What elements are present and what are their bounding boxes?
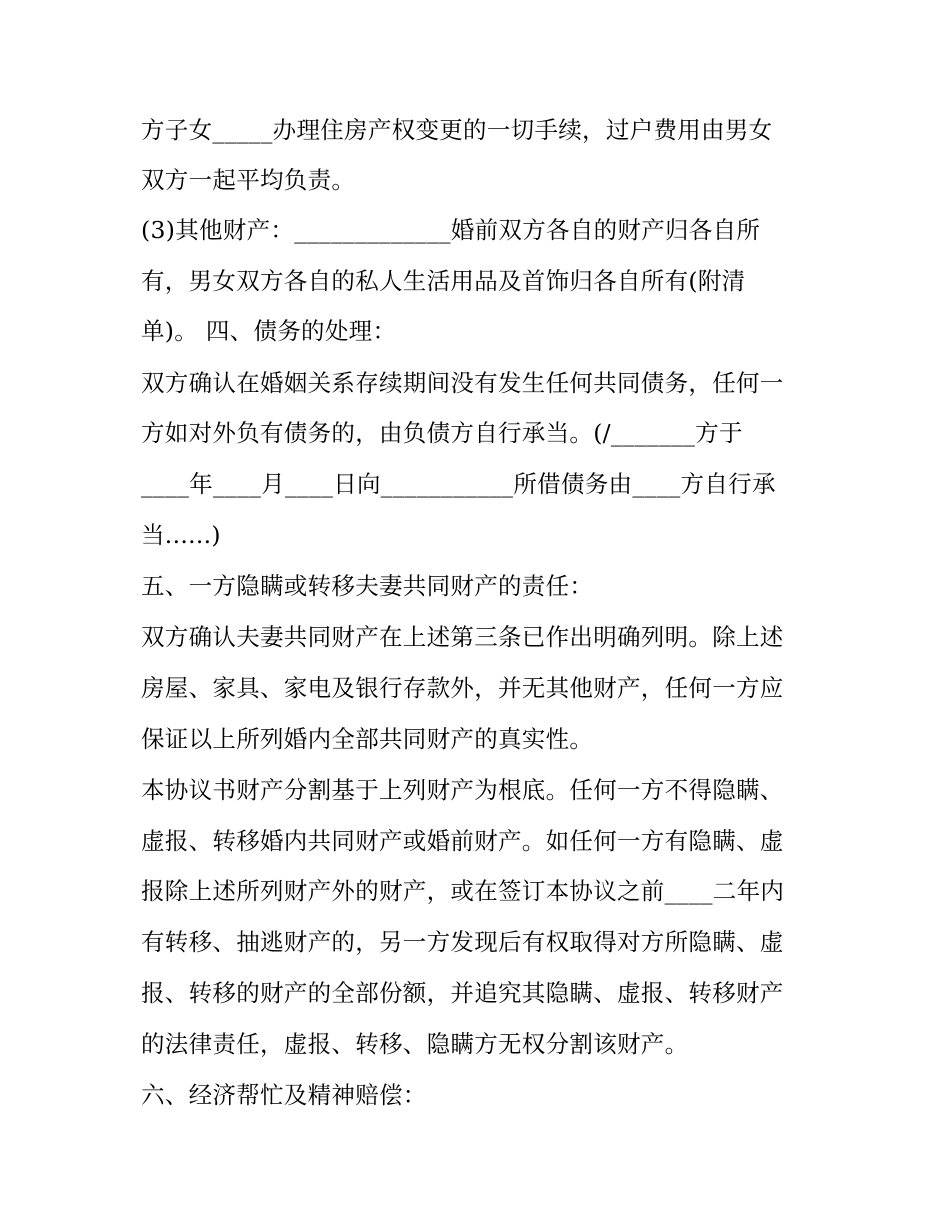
text-line: 本协议书财产分割基于上列财产为根底。任何一方不得隐瞒、 — [141, 776, 784, 804]
text-line: 保证以上所列婚内全部共同财产的真实性。 — [141, 725, 594, 753]
text-line: 虚报、转移婚内共同财产或婚前财产。如任何一方有隐瞒、虚 — [141, 827, 784, 855]
text-line: 双方确认夫妻共同财产在上述第三条已作出明确列明。除上述 — [141, 623, 784, 651]
text-line: 报、转移的财产的全部份额，并追究其隐瞒、虚报、转移财产 — [141, 979, 784, 1007]
text-line: 当......) — [141, 521, 221, 549]
text-line: 双方一起平均负责。 — [141, 166, 356, 194]
section-heading: 六、经济帮忙及精神赔偿： — [141, 1081, 427, 1109]
text-line: 单)。 四、债务的处理： — [141, 317, 397, 345]
text-line: 房屋、家具、家电及银行存款外，并无其他财产，任何一方应 — [141, 674, 784, 702]
section-heading: 五、一方隐瞒或转移夫妻共同财产的责任： — [141, 572, 594, 600]
text-line: 有，男女双方各自的私人生活用品及首饰归各自所有(附清 — [141, 267, 746, 295]
text-line: 的法律责任，虚报、转移、隐瞒方无权分割该财产。 — [141, 1030, 689, 1058]
text-line: 有转移、抽逃财产的，另一方发现后有权取得对方所隐瞒、虚 — [141, 928, 784, 956]
text-line: (3)其他财产：_____________婚前双方各自的财产归各自所 — [141, 216, 761, 244]
text-line: 方子女_____办理住房产权变更的一切手续，过户费用由男女 — [141, 116, 773, 144]
text-line: 方如对外负有债务的，由负债方自行承当。(/_______方于 — [141, 419, 743, 447]
text-line: 双方确认在婚姻关系存续期间没有发生任何共同债务，任何一 — [141, 369, 784, 397]
text-line: 报除上述所列财产外的财产，或在签订本协议之前____二年内 — [141, 877, 785, 905]
text-line: ____年____月____日向___________所借债务由____方自行承 — [141, 470, 776, 498]
